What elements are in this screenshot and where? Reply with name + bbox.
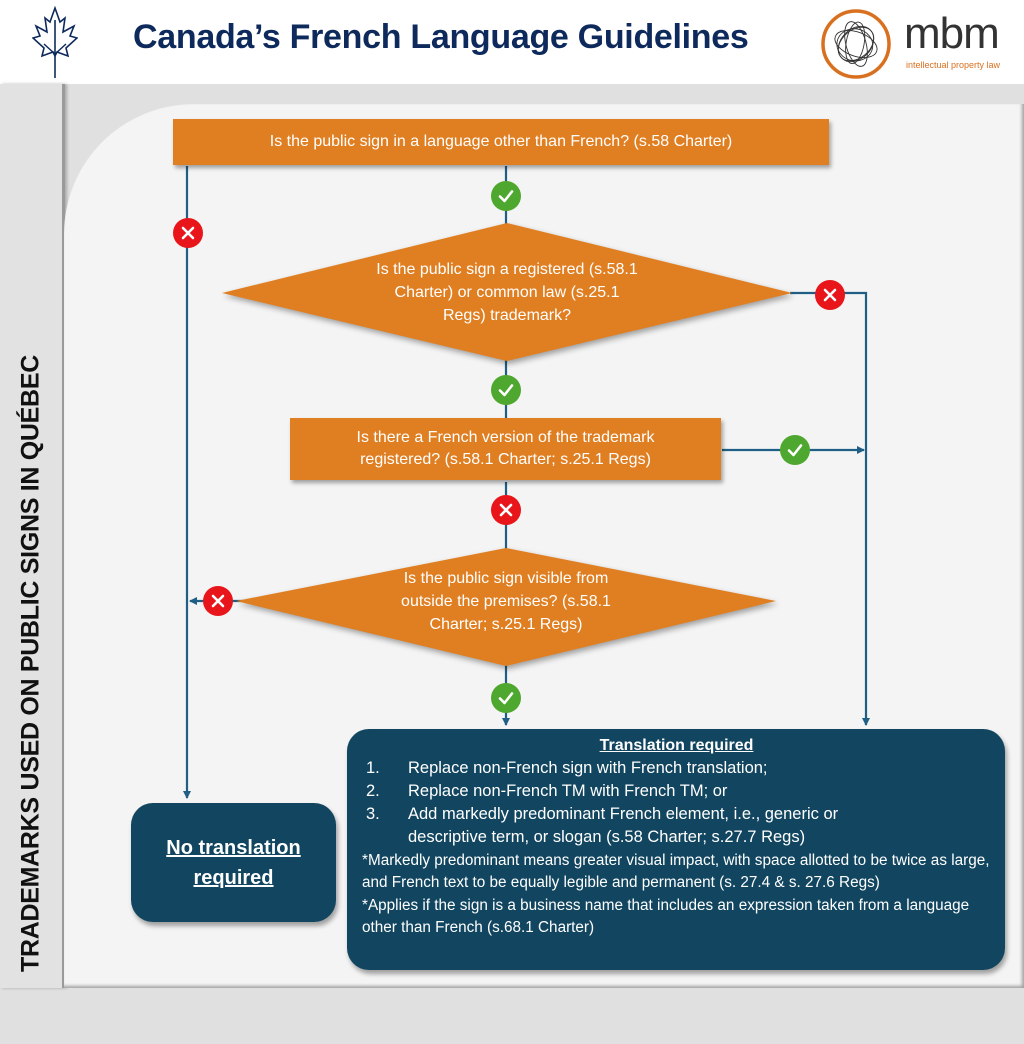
no-badge-q2 [815,280,845,310]
note-markedly-predominant: *Markedly predominant means greater visual impact, with space allotted to be twice as large, and French text to be equally legible and permanent (s. 27.4 & s. 27.6 Regs) [362,852,990,891]
decision-q1-language: Is the public sign in a language other than French? (s.58 Charter) [173,119,829,165]
check-icon [497,187,515,205]
no-badge-q4 [203,586,233,616]
check-icon [786,441,804,459]
maple-leaf-icon [32,6,78,78]
mbm-logo [818,6,1018,82]
page-title: Canada’s French Language Guidelines [133,18,749,56]
list-item: 2. Replace non-French TM with French TM; or [366,782,728,800]
check-icon [497,689,515,707]
logo-wordmark: mbm [904,9,999,58]
list-item: 3. Add markedly predominant French element, i.e., generic or descriptive term, or slogan (s.58 Charter; s.27.7 Regs) [366,805,839,846]
result-translation-required [347,729,1005,970]
translation-options-list [362,757,991,849]
note-business-name: *Applies if the sign is a business name that includes an expression taken from a language other than French (s.68.1 Charter) [362,897,970,936]
yes-badge-q3 [780,435,810,465]
yes-badge-q4 [491,683,521,713]
decision-q2-trademark [222,223,792,361]
x-icon [181,226,195,240]
x-icon [499,503,513,517]
yes-badge-q1 [491,181,521,211]
sidebar-label: TRADEMARKS USED ON PUBLIC SIGNS IN QUÉBEC [16,355,45,972]
header [0,0,1024,84]
no-badge-q3 [491,495,521,525]
list-item: 1. Replace non-French sign with French translation; [366,759,768,777]
decision-q3-french-version [290,418,721,480]
logo-tagline: intellectual property law [906,60,1001,70]
check-icon [497,381,515,399]
decision-q4-visible [236,548,776,666]
x-icon [211,594,225,608]
decision-q4-text: Is the public sign visible from outside the premises? (s.58.1 Charter; s.25.1 Regs) [401,569,611,633]
x-icon [823,288,837,302]
logo-scribble-icon [820,8,892,80]
result-no-translation [131,803,336,922]
decision-q3-text: Is there a French version of the trademark registered? (s.58.1 Charter; s.25.1 Regs) [356,429,655,468]
decision-q2-text: Is the public sign a registered (s.58.1 Charter) or common law (s.25.1 Regs) trademark? [376,260,638,324]
no-badge-q1 [173,218,203,248]
no-translation-label: No translation required [166,836,301,889]
sidebar [0,84,65,988]
translation-heading: Translation required [599,737,754,754]
yes-badge-q2 [491,375,521,405]
